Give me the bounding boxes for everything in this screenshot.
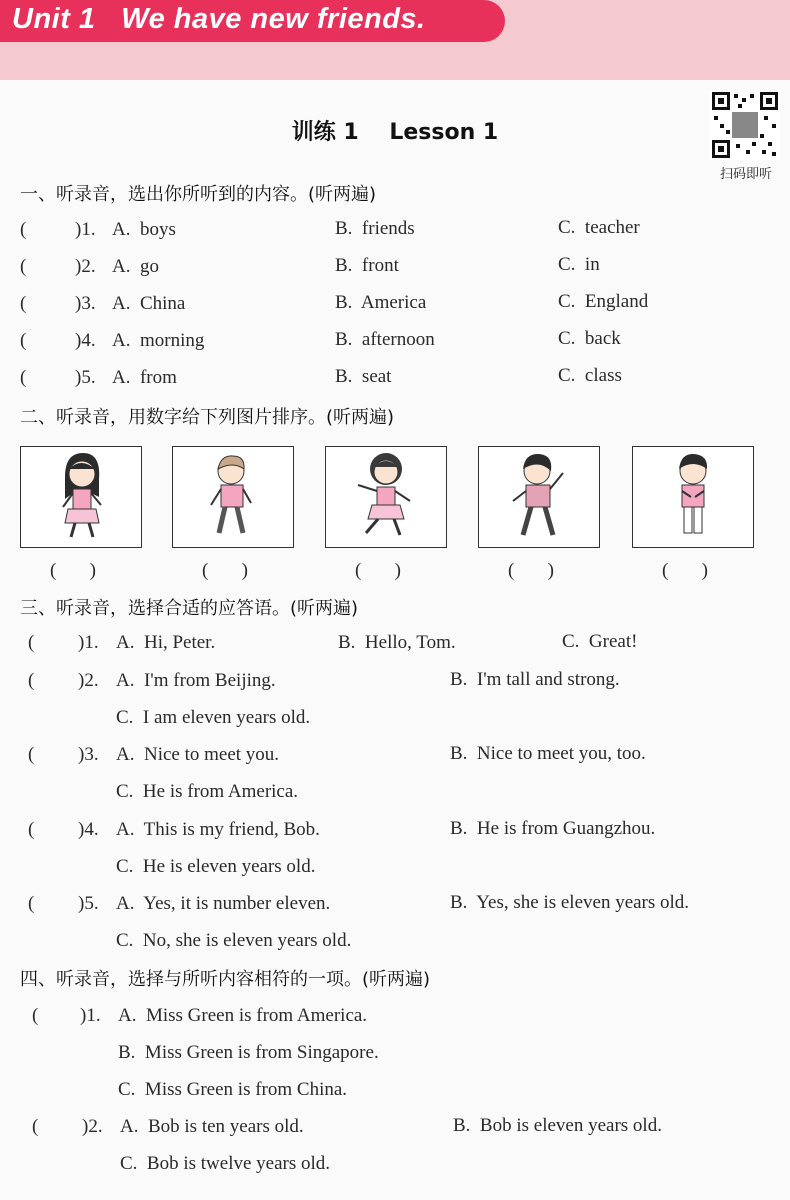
picture-1 (20, 446, 142, 548)
picture-5-answer-blank[interactable]: ( ) (662, 560, 708, 581)
option-b: B. Miss Green is from Singapore. (118, 1042, 379, 1063)
picture-3 (325, 446, 447, 548)
option-a: A. Miss Green is from America. (118, 1005, 368, 1026)
option-a: A. Bob is ten years old. (120, 1116, 304, 1137)
answer-blank[interactable]: ( (32, 1005, 39, 1026)
option-c: C. class (558, 365, 622, 386)
option-c: C. He is eleven years old. (116, 856, 316, 877)
option-c: C. He is from America. (116, 781, 299, 802)
question-number: )3. (75, 293, 96, 314)
question-number: )5. (75, 367, 96, 388)
option-b: B. He is from Guangzhou. (450, 818, 656, 839)
answer-blank[interactable]: ( (28, 632, 35, 653)
option-a: A. China (112, 293, 186, 314)
option-c: C. Miss Green is from China. (118, 1079, 348, 1100)
answer-blank[interactable]: ( (28, 670, 35, 691)
option-a: A. boys (112, 219, 176, 240)
question-number: )4. (78, 819, 99, 840)
option-a: A. from (112, 367, 177, 388)
answer-blank[interactable]: ( (20, 330, 27, 351)
answer-blank[interactable]: ( (32, 1116, 39, 1137)
picture-4-answer-blank[interactable]: ( ) (508, 560, 554, 581)
qr-caption: 扫码即听 (719, 167, 772, 182)
unit-banner (0, 0, 505, 42)
option-c: C. I am eleven years old. (116, 707, 311, 728)
option-b: B. afternoon (335, 329, 435, 350)
option-a: A. I'm from Beijing. (116, 670, 276, 691)
answer-blank[interactable]: ( (28, 819, 35, 840)
unit-title: Unit 1 We have new friends. (12, 3, 426, 35)
answer-blank[interactable]: ( (28, 893, 35, 914)
option-a: A. go (112, 256, 159, 277)
boy-walking-icon (173, 447, 293, 547)
question-number: )4. (75, 330, 96, 351)
picture-2-answer-blank[interactable]: ( ) (202, 560, 248, 581)
question-number: )1. (78, 632, 99, 653)
option-b: B. front (335, 255, 399, 276)
question-number: )3. (78, 744, 99, 765)
option-b: B. Bob is eleven years old. (453, 1115, 662, 1136)
question-number: )2. (82, 1116, 103, 1137)
option-a: A. Hi, Peter. (116, 632, 216, 653)
qr-code-icon[interactable] (710, 90, 780, 160)
option-b: B. Nice to meet you, too. (450, 743, 646, 764)
option-b: B. Hello, Tom. (338, 632, 456, 653)
option-c: C. in (558, 254, 600, 275)
section-3-heading: 三、听录音，选择合适的应答语。(听两遍) (20, 598, 359, 619)
question-number: )5. (78, 893, 99, 914)
answer-blank[interactable]: ( (20, 219, 27, 240)
option-b: B. Yes, she is eleven years old. (450, 892, 690, 913)
option-a: A. Nice to meet you. (116, 744, 280, 765)
option-a: A. Yes, it is number eleven. (116, 893, 331, 914)
answer-blank[interactable]: ( (20, 256, 27, 277)
boy-bowing-icon (633, 447, 753, 547)
answer-blank[interactable]: ( (28, 744, 35, 765)
picture-2 (172, 446, 294, 548)
option-c: C. No, she is eleven years old. (116, 930, 352, 951)
option-b: B. friends (335, 218, 415, 239)
option-b: B. America (335, 292, 427, 313)
option-a: A. This is my friend, Bob. (116, 819, 320, 840)
lesson-title: 训练 1 Lesson 1 (291, 120, 499, 145)
picture-1-answer-blank[interactable]: ( ) (50, 560, 96, 581)
option-c: C. teacher (558, 217, 640, 238)
section-1-heading: 一、听录音，选出你所听到的内容。(听两遍) (20, 184, 377, 205)
picture-3-answer-blank[interactable]: ( ) (355, 560, 401, 581)
section-2-heading: 二、听录音，用数字给下列图片排序。(听两遍) (20, 407, 395, 428)
section-4-heading: 四、听录音，选择与所听内容相符的一项。(听两遍) (20, 969, 431, 990)
option-c: C. Bob is twelve years old. (120, 1153, 331, 1174)
picture-4 (478, 446, 600, 548)
girl-curly-hair-icon (326, 447, 446, 547)
option-b: B. seat (335, 366, 392, 387)
girl-long-hair-icon (21, 447, 141, 547)
option-c: C. England (558, 291, 649, 312)
question-number: )2. (78, 670, 99, 691)
answer-blank[interactable]: ( (20, 367, 27, 388)
question-number: )1. (75, 219, 96, 240)
picture-5 (632, 446, 754, 548)
question-number: )2. (75, 256, 96, 277)
option-a: A. morning (112, 330, 205, 351)
option-b: B. I'm tall and strong. (450, 669, 620, 690)
boy-waving-icon (479, 447, 599, 547)
option-c: C. back (558, 328, 621, 349)
question-number: )1. (80, 1005, 101, 1026)
answer-blank[interactable]: ( (20, 293, 27, 314)
option-c: C. Great! (562, 631, 638, 652)
